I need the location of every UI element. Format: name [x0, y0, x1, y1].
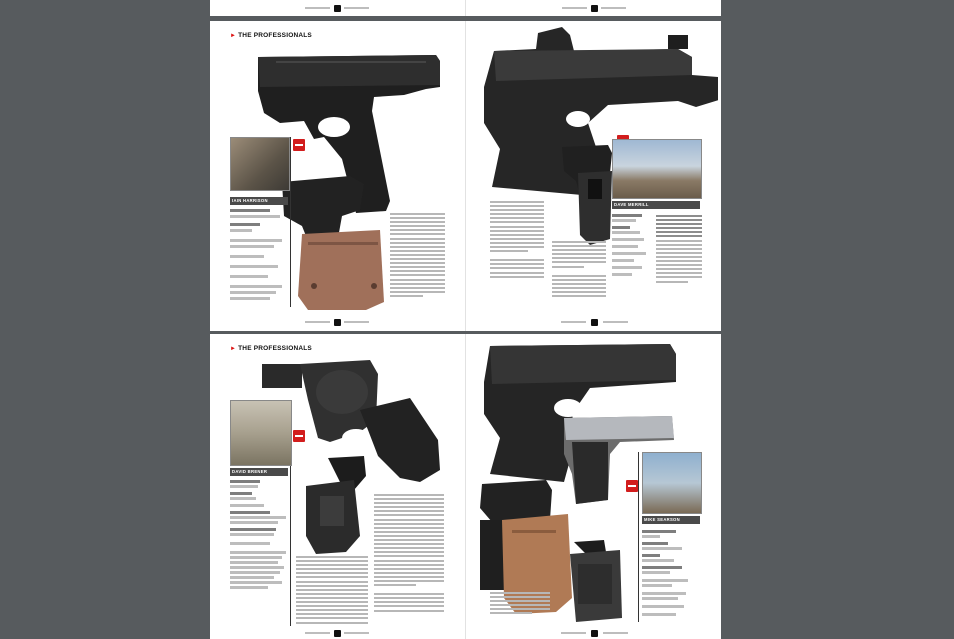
category-badge-icon — [626, 480, 638, 492]
profile-credits — [230, 209, 286, 303]
article-text-column — [490, 201, 544, 280]
page-number-marker — [334, 5, 341, 12]
profile-credits — [230, 480, 288, 591]
previous-spread — [210, 0, 721, 16]
section-title: ► THE PROFESSIONALS — [230, 32, 312, 39]
section-arrow-icon: ► — [230, 33, 237, 39]
profile-photo — [642, 452, 702, 514]
profile-name: MIKE SEARSON — [642, 516, 700, 524]
profile-photo — [230, 137, 290, 191]
spread-1-right-page — [466, 21, 721, 331]
holster-photo — [302, 456, 372, 556]
page-number-marker — [591, 630, 598, 637]
article-text-column — [490, 592, 550, 617]
profile-credits — [612, 214, 652, 280]
holster-photo — [280, 176, 390, 311]
spread-2-right-page — [466, 334, 721, 639]
profile-credits — [642, 530, 700, 618]
article-text-column — [390, 213, 445, 299]
pocket-holster-photo — [566, 540, 624, 624]
section-arrow-icon: ► — [230, 346, 237, 352]
holstered-pistol-photo — [558, 143, 616, 247]
article-text-column — [374, 494, 444, 614]
profile-name: IAIN HARRISON — [230, 197, 288, 205]
article-text-column — [552, 241, 606, 299]
spread-1-left-page — [210, 21, 465, 331]
category-badge-icon — [293, 139, 305, 151]
article-text-column — [296, 556, 368, 626]
section-title: ► THE PROFESSIONALS — [230, 345, 312, 352]
magazine-spread-1 — [210, 21, 721, 331]
profile-quote — [656, 215, 702, 285]
spread-2-left-page — [210, 334, 465, 639]
magazine-spread-2 — [210, 334, 721, 639]
category-badge-icon — [293, 430, 305, 442]
page-number-marker — [591, 319, 598, 326]
profile-name: DAVE MERRILL — [612, 201, 700, 209]
profile-name: DAVID BRENER — [230, 468, 288, 476]
profile-photo — [612, 139, 702, 199]
page-number-marker — [334, 319, 341, 326]
page-number-marker — [591, 5, 598, 12]
page-number-marker — [334, 630, 341, 637]
profile-photo — [230, 400, 292, 466]
